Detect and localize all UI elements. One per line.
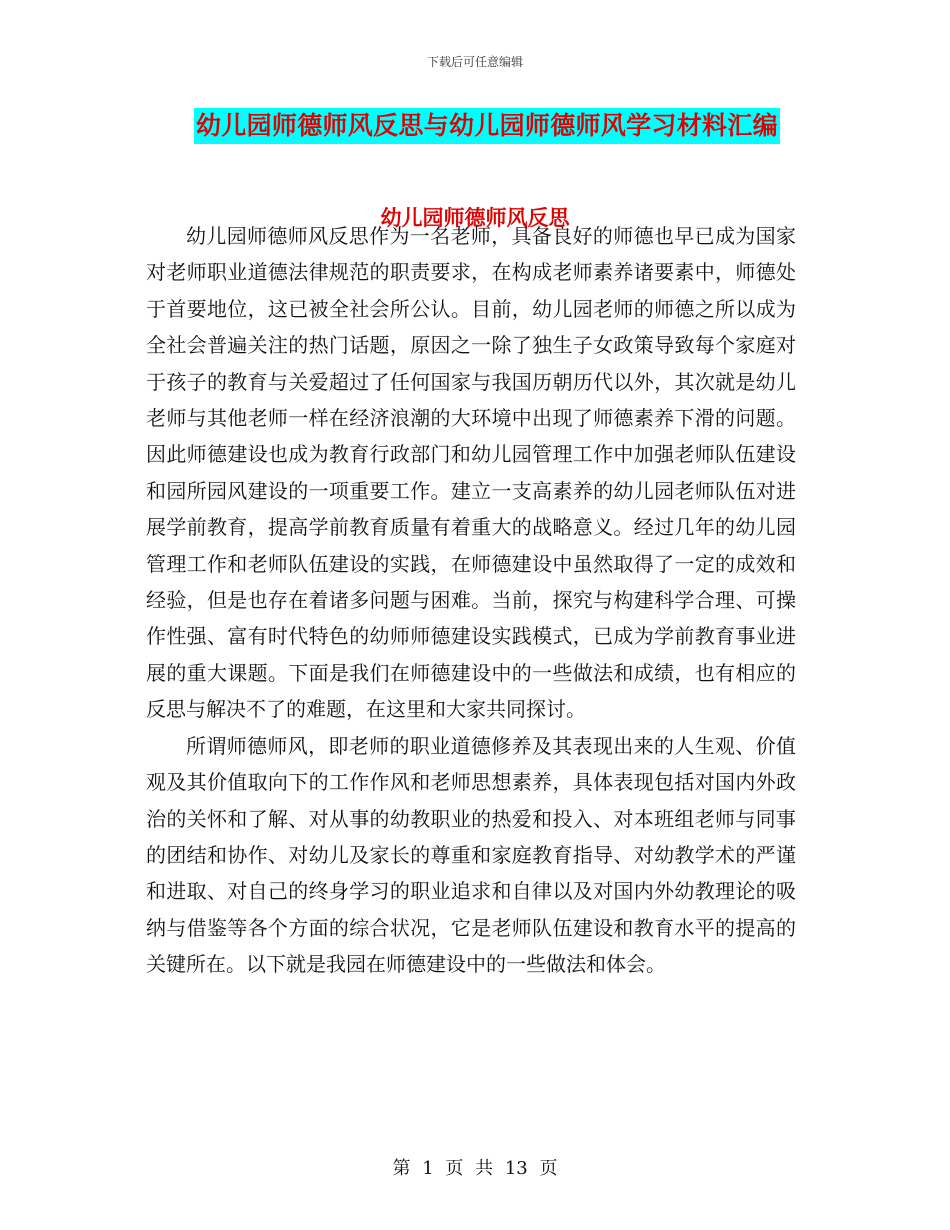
paragraph: 所谓师德师风，即老师的职业道德修养及其表现出来的人生观、价值观及其价值取向下的工作作风和老师思想素养，具体表现包括对国内外政治的关怀和了解、对从事的幼教职业的热爱和投入、对本班组老师与同事的团结和协作、对幼儿及家长的尊重和家庭教育指导、对幼教学术的严谨和进取、对自己的终身学习的职业追求和自律以及对国内外幼教理论的吸纳与借鉴等各个方面的综合状况，它是老师队伍建设和教育水平的提高的关键所在。以下就是我园在师德建设中的一些做法和体会。 [146,733,796,977]
page-footer: 第 1 页 共 13 页 [392,1158,558,1179]
header-note: 下载后可任意编辑 [426,55,523,69]
paragraph: 幼儿园师德师风反思作为一名老师，具备良好的师德也早已成为国家对老师职业道德法律规范的职责要求，在构成老师素养诸要素中，师德处于首要地位，这已被全社会所公认。目前，幼儿园老师的师德之所以成为全社会普遍关注的热门话题，原因之一除了独生子女政策导致每个家庭对于孩子的教育与关爱超过了任何国家与我国历朝历代以外，其次就是幼儿老师与其他老师一样在经济浪潮的大环境中出现了师德素养下滑的问题。因此师德建设也成为教育行政部门和幼儿园管理工作中加强老师队伍建设和园所园风建设的一项重要工作。建立一支高素养的幼儿园老师队伍对进展学前教育，提高学前教育质量有着重大的战略意义。经过几年的幼儿园管理工作和老师队伍建设的实践，在师德建设中虽然取得了一定的成效和经验，但是也存在着诸多问题与困难。当前，探究与构建科学合理、可操作性强、富有时代特色的幼师师德建设实践模式，已成为学前教育事业进展的重大课题。下面是我们在师德建设中的一些做法和成绩，也有相应的反思与解决不了的难题，在这里和大家共同探讨。 [146,224,796,722]
body-text [146,218,796,983]
document-title: 幼儿园师德师风反思与幼儿园师德师风学习材料汇编 [194,108,780,144]
section-title: 幼儿园师德师风反思 [380,206,570,230]
